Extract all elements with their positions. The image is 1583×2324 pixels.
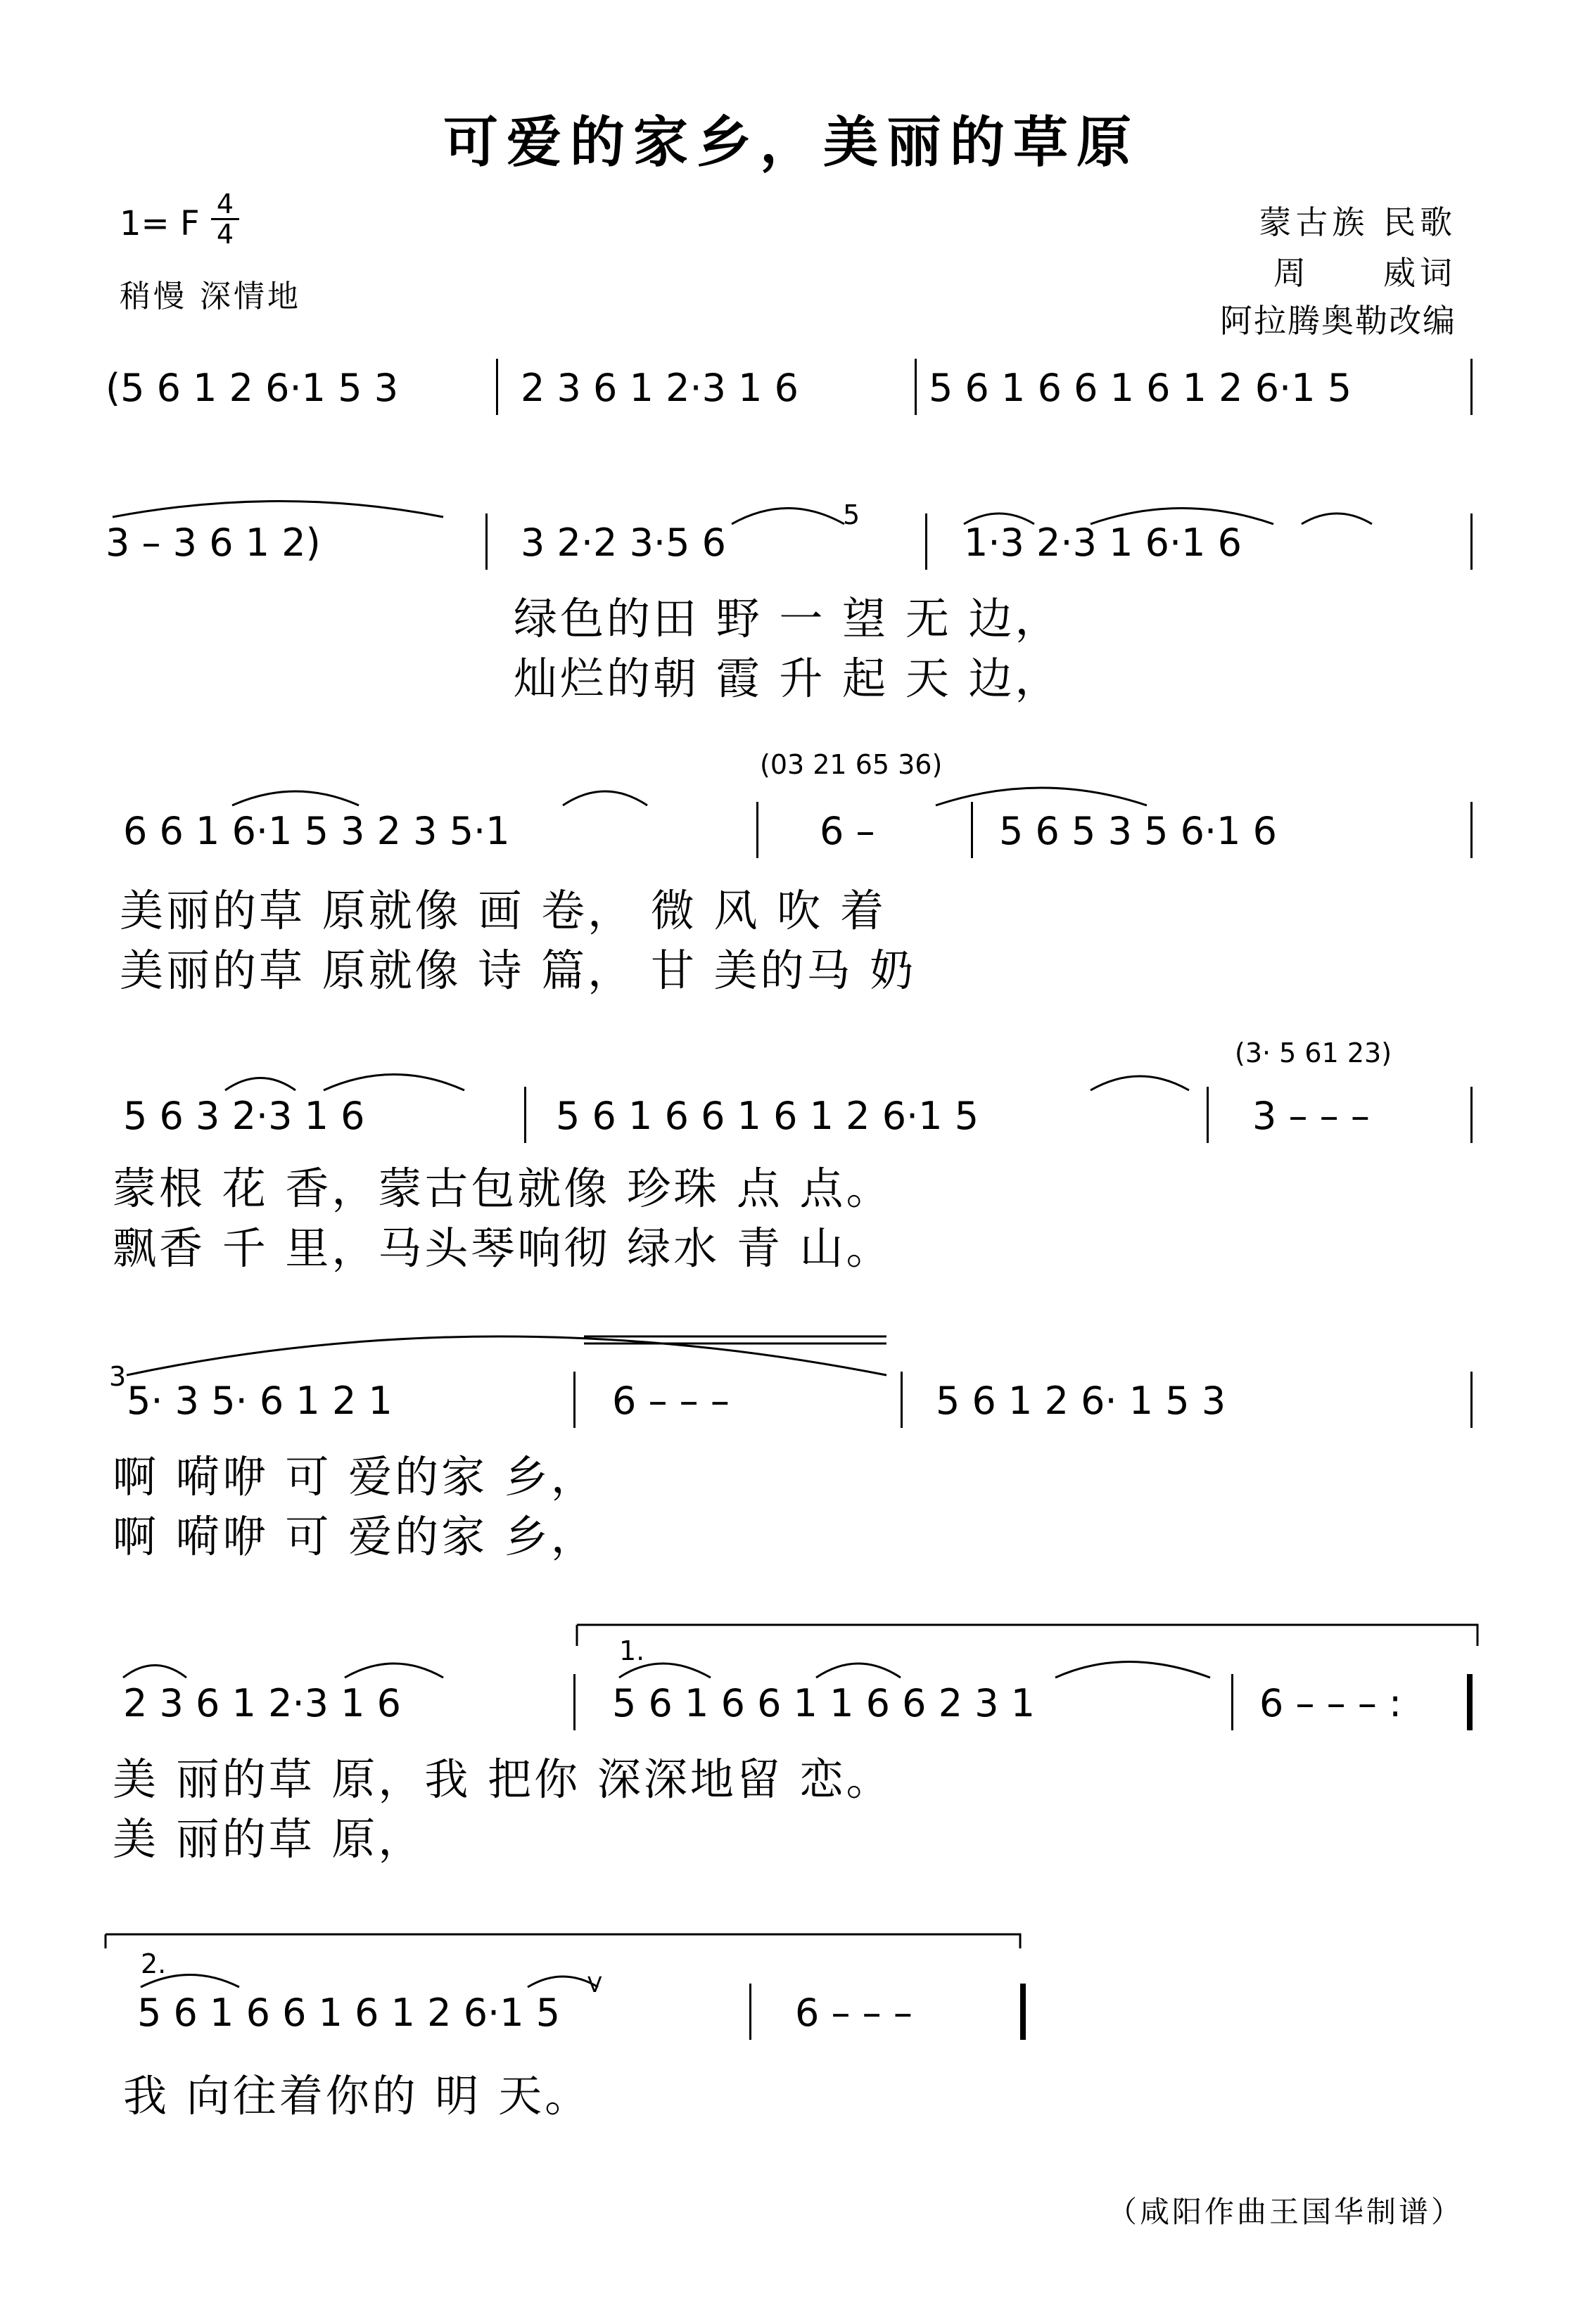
key-signature: 1= F xyxy=(120,204,200,243)
measure-12: 3 – – – xyxy=(1252,1094,1370,1138)
credit-lyricist: 周 威词 xyxy=(1273,254,1456,292)
lyric-line: 啊 嗬咿 可 爱的家 乡， xyxy=(113,1451,597,1502)
time-signature-top: 4 xyxy=(216,189,234,219)
measure-13: 5· 3 5· 6 1 2 1 xyxy=(127,1379,393,1423)
time-signature-bottom: 4 xyxy=(211,218,239,248)
measure-20: 6 – – – xyxy=(795,1991,913,2035)
measure-18: 6 – – – : xyxy=(1259,1681,1402,1725)
measure-17: 5 6 1 6 6 1 1 6 6 2 3 1 xyxy=(612,1681,1036,1725)
measure-9: 5 6 5 3 5 6·1 6 xyxy=(999,809,1278,853)
lyric-line: 美丽的草 原就像 画 卷， 微 风 吹 着 xyxy=(120,885,886,936)
measure-19: 5 6 1 6 6 1 6 1 2 6·1 5 xyxy=(137,1991,561,2035)
measure-16: 2 3 6 1 2·3 1 6 xyxy=(123,1681,402,1725)
footer-credit: （咸阳作曲王国华制谱） xyxy=(1107,2195,1463,2229)
grace-note: 5 xyxy=(843,499,860,530)
measure-14: 6 – – – xyxy=(612,1379,730,1423)
measure-2: 2 3 6 1 2·3 1 6 xyxy=(521,366,799,410)
volta-1-label: 1. xyxy=(619,1635,645,1666)
lyric-line: 灿烂的朝 霞 升 起 天 边， xyxy=(514,653,1062,704)
lyric-line: 绿色的田 野 一 望 无 边， xyxy=(514,593,1062,644)
interlude-notes: (03 21 65 36) xyxy=(760,749,943,780)
measure-15: 5 6 1 2 6· 1 5 3 xyxy=(936,1379,1226,1423)
lyric-line: 啊 嗬咿 可 爱的家 乡， xyxy=(113,1511,597,1562)
lyric-line: 美丽的草 原就像 诗 篇， 甘 美的马 奶 xyxy=(120,945,917,996)
volta-2-label: 2. xyxy=(141,1948,167,1979)
credit-arranger: 阿拉腾奥勒改编 xyxy=(1220,302,1456,340)
measure-7: 6 6 1 6·1 5 3 2 3 5·1 xyxy=(123,809,510,853)
credit-origin: 蒙古族 民歌 xyxy=(1259,203,1456,241)
measure-10: 5 6 3 2·3 1 6 xyxy=(123,1094,365,1138)
measure-11: 5 6 1 6 6 1 6 1 2 6·1 5 xyxy=(556,1094,979,1138)
measure-3: 5 6 1 6 6 1 6 1 2 6·1 5 xyxy=(929,366,1352,410)
measure-8: 6 – xyxy=(820,809,875,853)
measure-1: (5 6 1 2 6·1 5 3 xyxy=(106,366,399,410)
measure-5: 3 2·2 3·5 6 xyxy=(521,521,726,565)
tempo-marking: 稍慢 深情地 xyxy=(120,279,301,314)
lyric-line: 美 丽的草 原， xyxy=(113,1813,425,1865)
grace-note: 3 xyxy=(109,1361,127,1392)
lyric-line: 飘香 千 里，马头琴响彻 绿水 青 山。 xyxy=(113,1222,893,1274)
lyric-line: 蒙根 花 香，蒙古包就像 珍珠 点 点。 xyxy=(113,1163,893,1214)
breath-mark: V xyxy=(587,1973,602,1998)
measure-4: 3 – 3 6 1 2) xyxy=(106,521,321,565)
page-title: 可爱的家乡，美丽的草原 xyxy=(443,110,1140,174)
interlude-notes: (3· 5 61 23) xyxy=(1235,1038,1392,1068)
lyric-line: 美 丽的草 原，我 把你 深深地留 恋。 xyxy=(113,1754,893,1805)
measure-6: 1·3 2·3 1 6·1 6 xyxy=(964,521,1242,565)
lyric-line: 我 向往着你的 明 天。 xyxy=(123,2070,592,2121)
